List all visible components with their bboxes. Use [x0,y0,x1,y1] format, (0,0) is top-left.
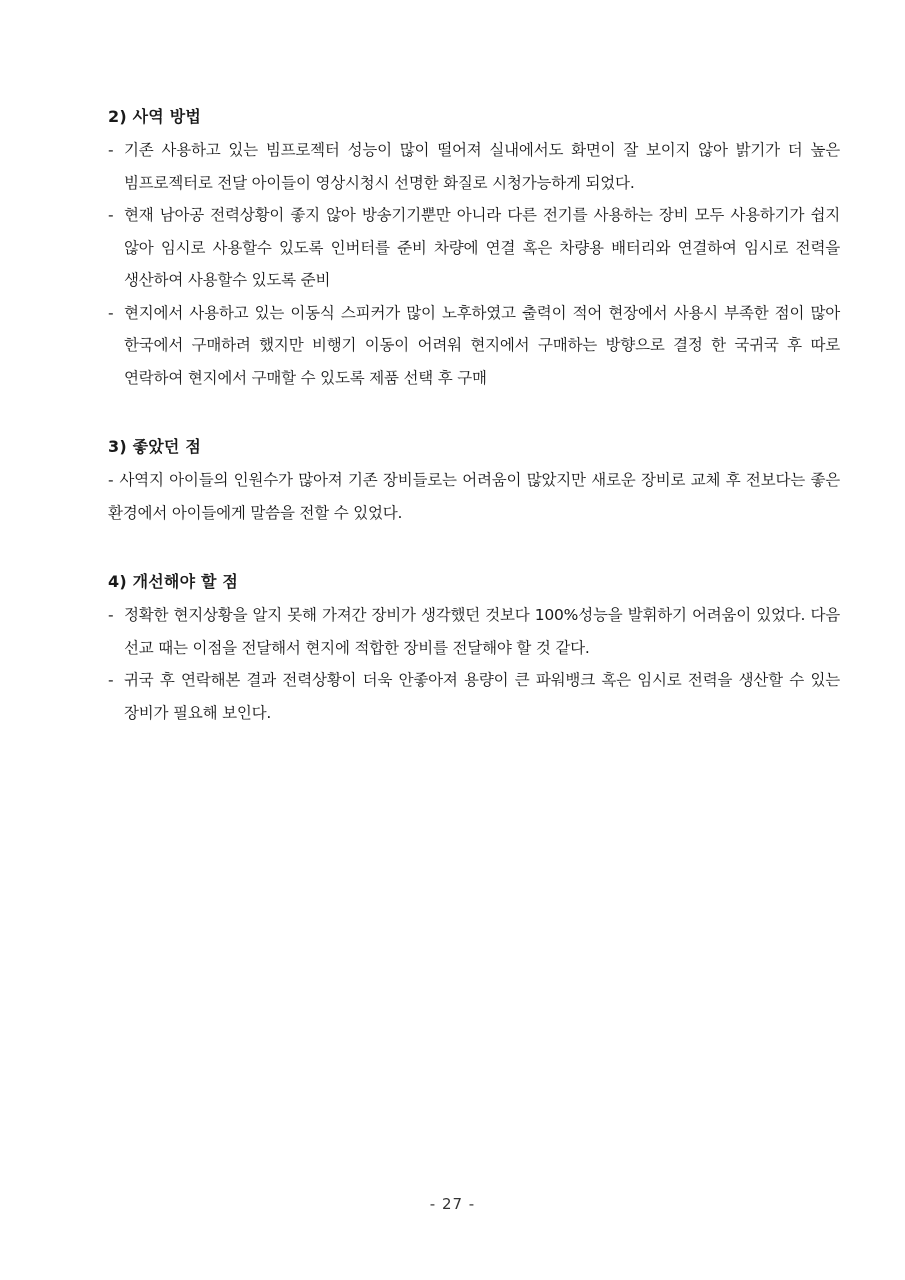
list-item [108,297,840,395]
list-item [108,599,840,664]
bullet-dash: - [108,671,114,689]
document-body [108,100,840,765]
page-number: - 27 - [429,1195,476,1213]
section-method [108,100,840,394]
bullet-dash: - [108,471,114,489]
list-item-text: 현지에서 사용하고 있는 이동식 스피커가 많이 노후하였고 출력이 적어 현장에서 사용시 부족한 점이 많아 한국에서 구매하려 했지만 비행기 이동이 어려워 현지에서 구매하는 방향으로 결정 한 국귀국 후 따로 연락하여 현지에서 구매할 수 있도록 제품 선택 후 구매 [124,303,840,387]
bullet-dash: - [108,206,114,224]
bullet-dash: - [108,606,114,624]
bullet-dash: - [108,303,114,322]
section-title: 4) 개선해야 할 점 [108,572,239,591]
list-item-text: 기존 사용하고 있는 빔프로젝터 성능이 많이 떨어져 실내에서도 화면이 잘 보이지 않아 밝기가 더 높은 빔프로젝터로 전달 아이들이 영상시청시 선명한 화질로 시청가능하게 되었다. [124,141,840,192]
section-title: 2) 사역 방법 [108,107,202,126]
list-item [108,664,840,729]
list-item [108,134,840,199]
list-item-text: 현재 남아공 전력상황이 좋지 않아 방송기기뿐만 아니라 다른 전기를 사용하는 장비 모두 사용하기가 쉽지 않아 임시로 사용할수 있도록 인버터를 준비 차량에 연결 혹은 차량용 배터리와 연결하여 임시로 전력을 생산하여 사용할수 있도록 준비 [124,206,840,289]
list-item-text: 귀국 후 연락해본 결과 전력상황이 더욱 안좋아져 용량이 큰 파워뱅크 혹은 임시로 전력을 생산할 수 있는 장비가 필요해 보인다. [124,671,840,722]
bullet-dash: - [108,141,114,159]
section-improvements [108,565,840,729]
section-good-points [108,430,840,529]
list-item [108,464,840,529]
section-title: 3) 좋았던 점 [108,437,202,456]
list-item-text: 사역지 아이들의 인원수가 많아져 기존 장비들로는 어려움이 많았지만 새로운 장비로 교체 후 전보다는 좋은 환경에서 아이들에게 말씀을 전할 수 있었다. [108,471,840,522]
list-item-text: 정확한 현지상황을 알지 못해 가져간 장비가 생각했던 것보다 100%성능을 발휘하기 어려움이 있었다. 다음 선교 때는 이점을 전달해서 현지에 적합한 장비를 전달해야 할 것 같다. [124,606,840,657]
list-item [108,199,840,297]
